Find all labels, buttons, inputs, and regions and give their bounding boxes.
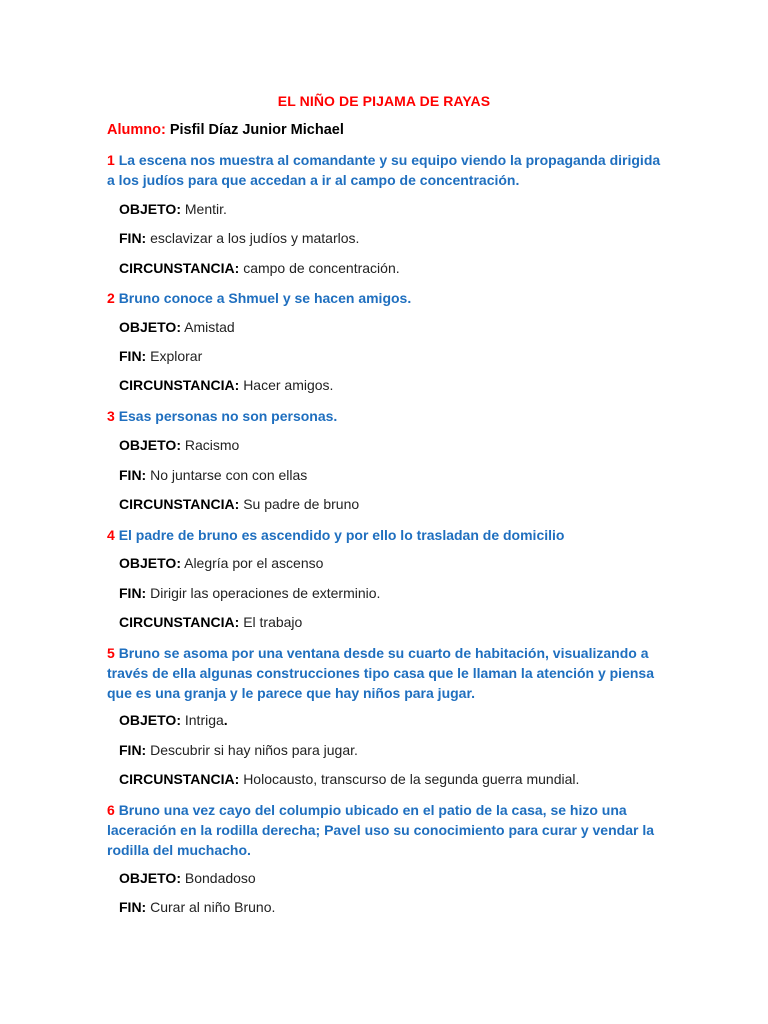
objeto-label: OBJETO: xyxy=(119,201,181,217)
fin-line xyxy=(119,229,359,247)
circunstancia-line xyxy=(119,613,302,631)
fin-label: FIN: xyxy=(119,899,147,915)
circunstancia-value: Holocausto, transcurso de la segunda guerra mundial. xyxy=(243,771,580,787)
fin-line xyxy=(119,741,358,759)
fin-line xyxy=(119,898,275,916)
fin-line xyxy=(119,584,380,602)
objeto-value: Amistad xyxy=(184,319,235,335)
question-number: 4 xyxy=(107,527,115,543)
circunstancia-value: campo de concentración. xyxy=(243,260,400,276)
question-6 xyxy=(107,800,667,860)
circunstancia-label: CIRCUNSTANCIA: xyxy=(119,771,240,787)
objeto-label: OBJETO: xyxy=(119,712,181,728)
fin-value: esclavizar a los judíos y matarlos. xyxy=(150,230,360,246)
fin-line xyxy=(119,347,202,365)
student-label: Alumno: xyxy=(107,122,166,138)
objeto-line xyxy=(119,318,235,336)
objeto-value: Alegría por el ascenso xyxy=(184,555,324,571)
fin-value: Curar al niño Bruno. xyxy=(150,899,276,915)
objeto-value: Intriga xyxy=(184,712,224,728)
objeto-value: Bondadoso xyxy=(184,870,256,886)
question-number: 5 xyxy=(107,645,115,661)
objeto-label: OBJETO: xyxy=(119,319,181,335)
fin-label: FIN: xyxy=(119,230,147,246)
objeto-label: OBJETO: xyxy=(119,870,181,886)
question-number: 1 xyxy=(107,152,115,168)
question-text: Bruno se asoma por una ventana desde su cuarto de habitación, visualizando a través de ella algunas construcciones tipo casa que le llaman la atención y piensa que es una granja y le parece que hay niños para jugar. xyxy=(107,645,654,701)
question-number: 6 xyxy=(107,802,115,818)
document-title: EL NIÑO DE PIJAMA DE RAYAS xyxy=(277,93,491,109)
question-2 xyxy=(107,288,667,308)
circunstancia-value: Su padre de bruno xyxy=(243,496,360,512)
objeto-line xyxy=(119,711,228,729)
fin-line xyxy=(119,466,307,484)
fin-value: No juntarse con con ellas xyxy=(150,467,308,483)
circunstancia-label: CIRCUNSTANCIA: xyxy=(119,260,240,276)
objeto-line xyxy=(119,436,239,454)
objeto-label: OBJETO: xyxy=(119,555,181,571)
fin-value: Descubrir si hay niños para jugar. xyxy=(150,742,358,758)
circunstancia-label: CIRCUNSTANCIA: xyxy=(119,377,240,393)
question-5 xyxy=(107,643,667,703)
student-name: Pisfil Díaz Junior Michael xyxy=(169,122,344,138)
question-text: La escena nos muestra al comandante y su equipo viendo la propaganda dirigida a los judíos para que accedan a ir al campo de concentración. xyxy=(107,152,661,188)
fin-value: Dirigir las operaciones de exterminio. xyxy=(150,585,381,601)
circunstancia-line xyxy=(119,770,579,788)
question-text: Bruno conoce a Shmuel y se hacen amigos. xyxy=(118,290,412,306)
student-line xyxy=(107,122,344,138)
question-text: Bruno una vez cayo del columpio ubicado en el patio de la casa, se hizo una laceración en la rodilla derecha; Pavel uso su conocimiento para curar y vendar la rodilla del muchacho. xyxy=(107,802,654,858)
question-text: Esas personas no son personas. xyxy=(118,408,338,424)
question-number: 3 xyxy=(107,408,115,424)
objeto-period: . xyxy=(223,712,228,728)
objeto-line xyxy=(119,200,227,218)
question-number: 2 xyxy=(107,290,115,306)
objeto-label: OBJETO: xyxy=(119,437,181,453)
fin-value: Explorar xyxy=(150,348,203,364)
circunstancia-label: CIRCUNSTANCIA: xyxy=(119,614,240,630)
circunstancia-value: El trabajo xyxy=(243,614,303,630)
circunstancia-line xyxy=(119,495,359,513)
question-1 xyxy=(107,150,667,190)
objeto-line xyxy=(119,869,256,887)
circunstancia-value: Hacer amigos. xyxy=(243,377,334,393)
circunstancia-line xyxy=(119,259,400,277)
fin-label: FIN: xyxy=(119,585,147,601)
objeto-line xyxy=(119,554,323,572)
fin-label: FIN: xyxy=(119,467,147,483)
fin-label: FIN: xyxy=(119,348,147,364)
objeto-value: Racismo xyxy=(184,437,240,453)
circunstancia-line xyxy=(119,376,333,394)
question-text: El padre de bruno es ascendido y por ello lo trasladan de domicilio xyxy=(118,527,565,543)
question-3 xyxy=(107,406,667,426)
question-4 xyxy=(107,525,667,545)
objeto-value: Mentir. xyxy=(184,201,227,217)
circunstancia-label: CIRCUNSTANCIA: xyxy=(119,496,240,512)
fin-label: FIN: xyxy=(119,742,147,758)
